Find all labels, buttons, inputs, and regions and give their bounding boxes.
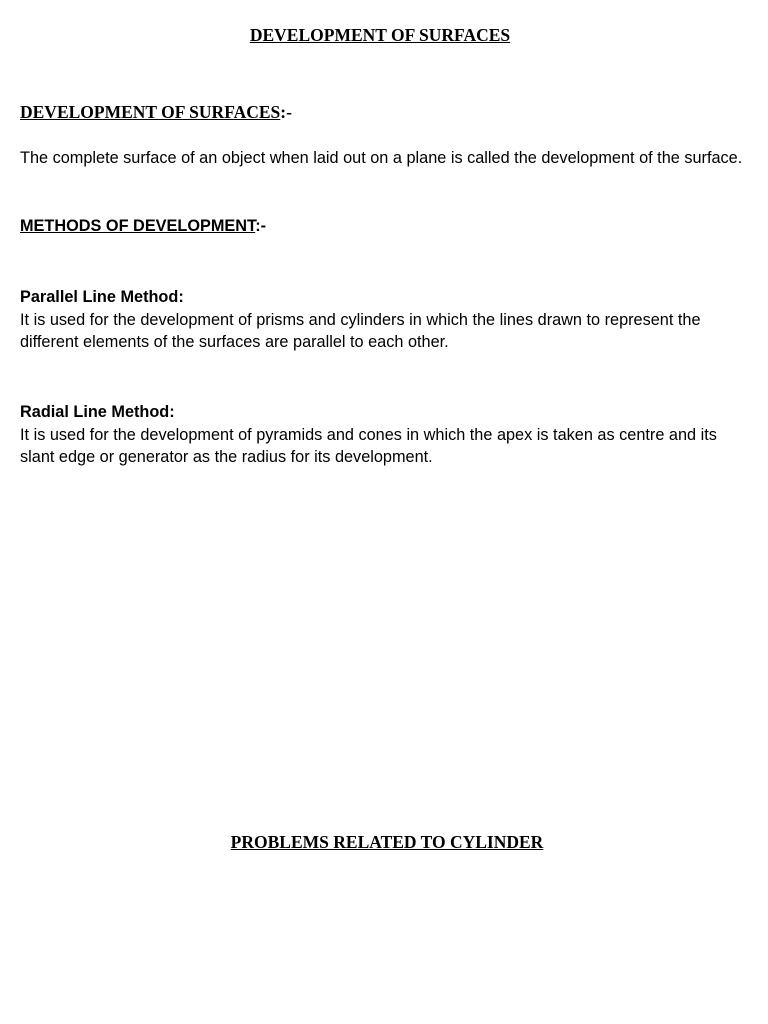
method-name: Parallel Line Method: (20, 288, 184, 306)
methods-heading-text: METHODS OF DEVELOPMENT (20, 217, 256, 235)
document-title-text: DEVELOPMENT OF SURFACES (249, 25, 511, 45)
section-heading-text: DEVELOPMENT OF SURFACES (20, 102, 281, 122)
problems-heading (0, 831, 768, 853)
method-description: It is used for the development of pyramids and cones in which the apex is taken as centre and its slant edge or generator as the radius for its development. (20, 425, 717, 466)
definition-paragraph: The complete surface of an object when laid out on a plane is called the development of the surface. (20, 149, 743, 167)
methods-heading (20, 215, 266, 238)
method-description: It is used for the development of prisms and cylinders in which the lines drawn to represent the different elements of the surfaces are parallel to each other. (20, 310, 701, 351)
method-name: Radial Line Method: (20, 403, 175, 421)
section-heading-suffix: :- (280, 102, 292, 122)
radial-line-method-block (20, 401, 750, 469)
problems-heading-text: PROBLEMS RELATED TO CYLINDER (230, 832, 544, 852)
document-title (0, 24, 760, 46)
parallel-line-method-block (20, 286, 750, 354)
section-heading (20, 101, 292, 123)
methods-heading-suffix: :- (255, 217, 267, 235)
